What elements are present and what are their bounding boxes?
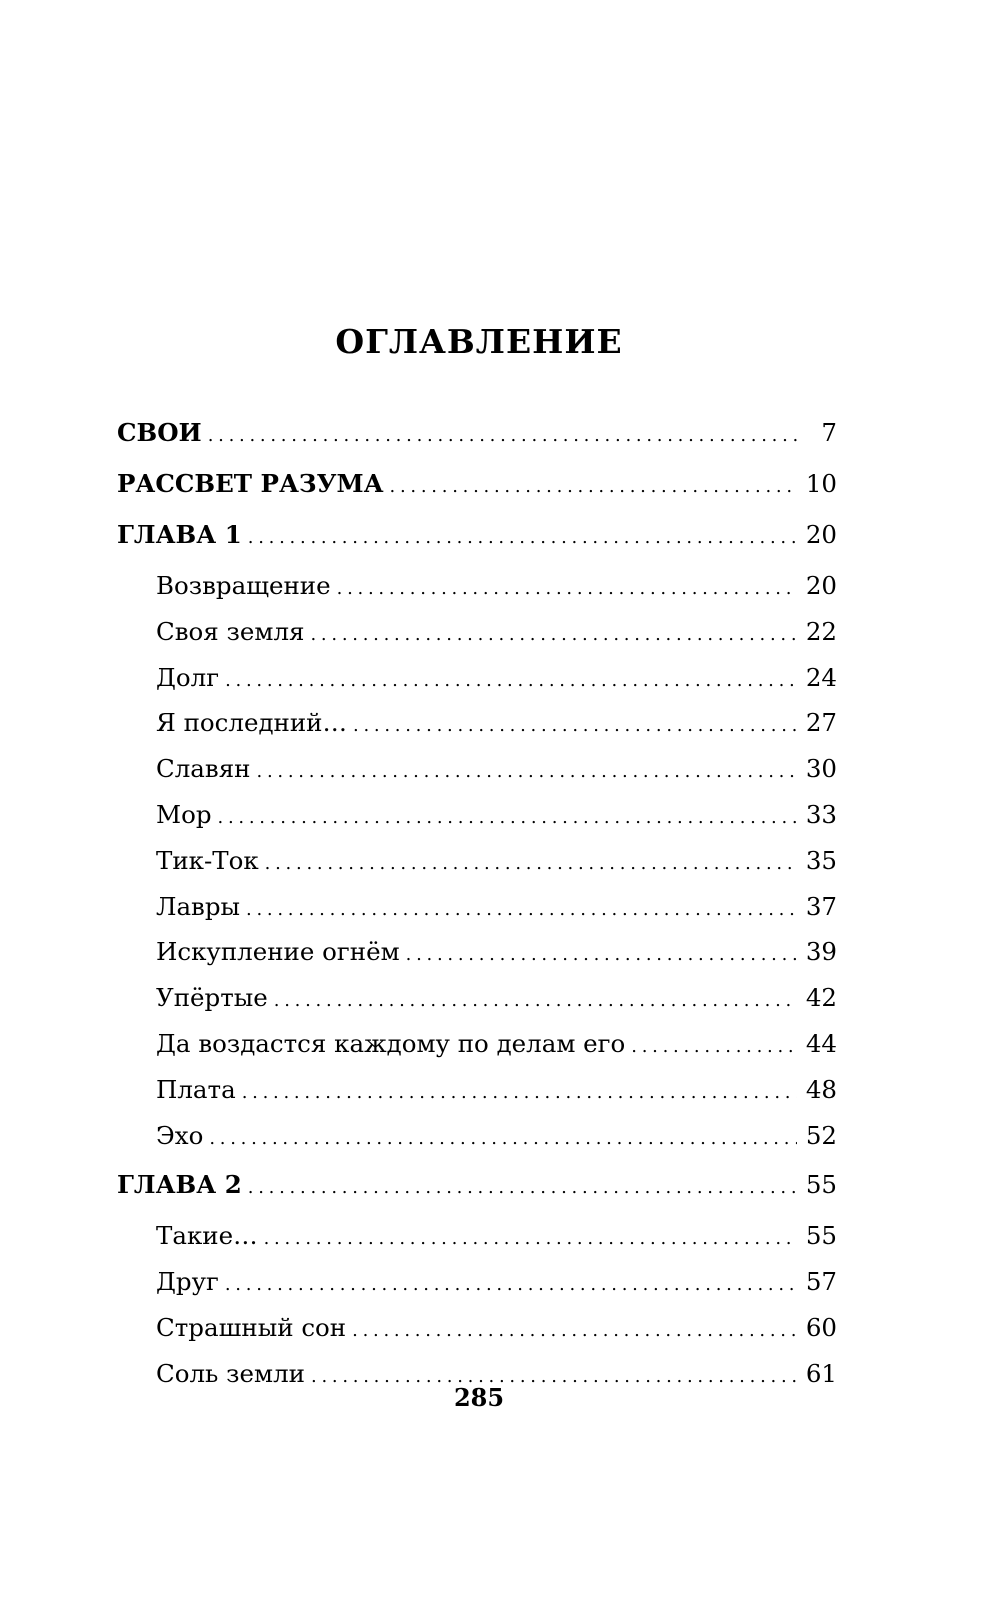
dot-leader — [209, 1122, 797, 1156]
dot-leader — [631, 1030, 797, 1064]
dot-leader — [310, 618, 797, 652]
toc-entry-page-number: 10 — [805, 469, 837, 498]
toc-entry-page-number: 57 — [805, 1267, 837, 1297]
toc-entry-label: Эхо — [156, 1120, 204, 1150]
toc-entry-section[interactable] — [117, 1073, 837, 1119]
toc-entry-section[interactable] — [117, 1265, 837, 1311]
toc-entry-label: Друг — [156, 1267, 219, 1297]
toc-entry-label: Возвращение — [156, 571, 331, 600]
toc-entry-page-number: 55 — [805, 1170, 837, 1200]
dot-leader — [248, 521, 797, 555]
dot-leader — [337, 572, 797, 606]
toc-entry-label: Славян — [156, 754, 251, 784]
toc-entry-section[interactable] — [117, 798, 837, 844]
dot-leader — [264, 1222, 797, 1256]
toc-entry-page-number: 20 — [805, 571, 837, 600]
toc-entry-page-number: 48 — [805, 1074, 837, 1104]
toc-entry-label: ГЛАВА 1 — [117, 520, 242, 549]
toc-entry-label: Долг — [156, 662, 220, 692]
table-of-contents — [117, 416, 837, 1403]
dot-leader — [208, 419, 797, 453]
toc-entry-chapter[interactable] — [117, 518, 837, 569]
toc-entry-section[interactable] — [117, 890, 837, 936]
dot-leader — [246, 893, 797, 927]
toc-entry-chapter[interactable] — [117, 416, 837, 467]
toc-entry-page-number: 42 — [805, 983, 837, 1013]
toc-entry-section[interactable] — [117, 1219, 837, 1265]
toc-entry-page-number: 37 — [805, 891, 837, 921]
toc-entry-page-number: 27 — [805, 708, 837, 738]
toc-entry-page-number: 52 — [805, 1120, 837, 1150]
toc-entry-label: Своя земля — [156, 616, 305, 646]
toc-entry-label: Искупление огнём — [156, 937, 400, 967]
toc-entry-chapter[interactable] — [117, 1168, 837, 1219]
dot-leader — [406, 938, 797, 972]
toc-entry-label: Такие… — [156, 1221, 258, 1251]
toc-entry-section[interactable] — [117, 1311, 837, 1357]
toc-entry-section[interactable] — [117, 981, 837, 1027]
toc-entry-page-number: 35 — [805, 845, 837, 875]
toc-entry-label: Страшный сон — [156, 1312, 347, 1342]
toc-entry-section[interactable] — [117, 935, 837, 981]
dot-leader — [390, 470, 797, 504]
dot-leader — [225, 664, 797, 698]
toc-entry-page-number: 60 — [805, 1312, 837, 1342]
toc-entry-label: Плата — [156, 1074, 236, 1104]
toc-entry-page-number: 24 — [805, 662, 837, 692]
toc-entry-page-number: 61 — [805, 1358, 837, 1388]
page-title: ОГЛАВЛЕНИЕ — [335, 322, 623, 361]
toc-entry-label: Я последний… — [156, 708, 348, 738]
dot-leader — [225, 1268, 797, 1302]
toc-entry-section[interactable] — [117, 569, 837, 615]
toc-entry-chapter[interactable] — [117, 467, 837, 518]
toc-entry-label: РАССВЕТ РАЗУМА — [117, 469, 384, 498]
toc-entry-label: Упёртые — [156, 983, 268, 1013]
dot-leader — [257, 755, 798, 789]
dot-leader — [352, 1314, 797, 1348]
toc-entry-section[interactable] — [117, 1027, 837, 1073]
toc-entry-label: Тик-Ток — [156, 845, 259, 875]
toc-entry-page-number: 20 — [805, 520, 837, 549]
dot-leader — [218, 801, 797, 835]
dot-leader — [265, 847, 797, 881]
toc-entry-label: Лавры — [156, 891, 241, 921]
toc-entry-section[interactable] — [117, 752, 837, 798]
toc-entry-page-number: 39 — [805, 937, 837, 967]
toc-entry-page-number: 44 — [805, 1028, 837, 1058]
toc-entry-page-number: 55 — [805, 1221, 837, 1251]
toc-entry-label: Соль земли — [156, 1358, 305, 1388]
toc-entry-section[interactable] — [117, 706, 837, 752]
toc-entry-page-number: 22 — [805, 616, 837, 646]
toc-entry-section[interactable] — [117, 615, 837, 661]
toc-entry-section[interactable] — [117, 1119, 837, 1165]
dot-leader — [242, 1076, 797, 1110]
toc-entry-page-number: 33 — [805, 799, 837, 829]
dot-leader — [248, 1171, 797, 1205]
dot-leader — [274, 984, 797, 1018]
toc-entry-label: ГЛАВА 2 — [117, 1170, 242, 1200]
toc-entry-label: СВОИ — [117, 418, 202, 447]
toc-entry-label: Мор — [156, 799, 212, 829]
toc-entry-section[interactable] — [117, 844, 837, 890]
toc-entry-section[interactable] — [117, 661, 837, 707]
toc-entry-page-number: 30 — [805, 754, 837, 784]
page-number: 285 — [453, 1383, 505, 1412]
dot-leader — [353, 709, 797, 743]
toc-entry-label: Да воздастся каждому по делам его — [156, 1028, 626, 1058]
toc-entry-page-number: 7 — [821, 418, 837, 447]
